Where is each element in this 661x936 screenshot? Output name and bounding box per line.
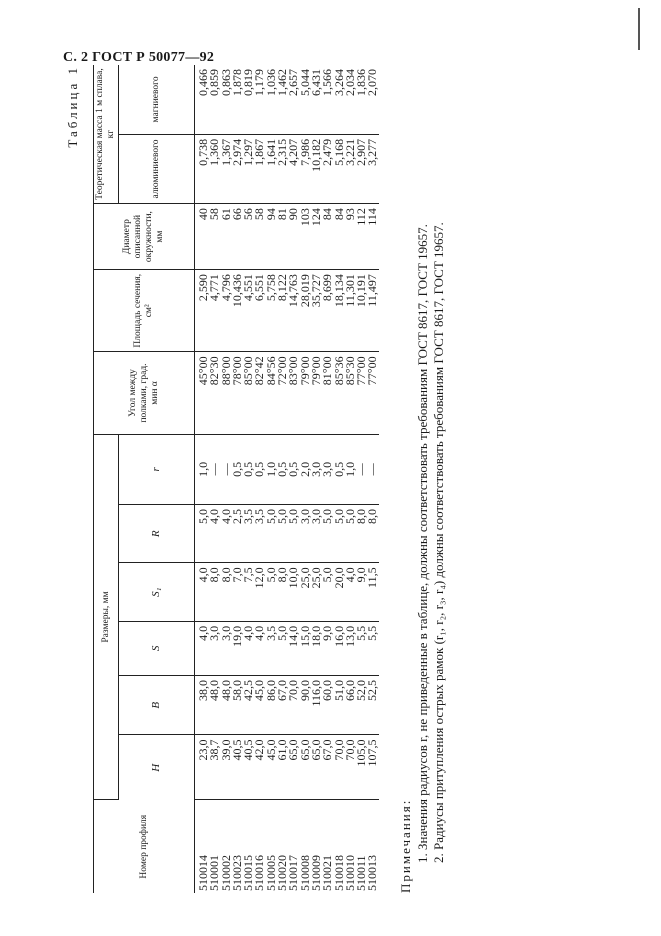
header-magnesium: магниевого [119, 65, 195, 134]
header-diameter: Диаметр описанной окружности, мм [94, 204, 195, 270]
note-item: 1. Значения радиусов r, не приведенные в таблице, должны соответствовать требованиям ГОСТ 8617, ГОСТ 19657. [414, 224, 430, 863]
col-angle: 45°00 82°30 88°00 78°00 85°00 82°42 84°56 72°00 83°00 79°00 79°00 81°00 85°36 85°30 77°00 77°00 [195, 352, 379, 434]
notes [398, 65, 448, 893]
header-sizes-group: Размеры, мм [94, 434, 119, 800]
header-mass-group: Теоретическая масса 1 м сплава, кг [94, 65, 119, 204]
page-edge-mark [638, 8, 640, 50]
col-diameter: 40 58 61 66 56 58 94 81 90 103 124 84 84 93 112 114 [195, 204, 379, 270]
header-r-small: r [119, 434, 195, 504]
profile-table [93, 65, 379, 893]
col-r-small: 1,0 — — 0,5 0,5 0,5 1,0 0,5 0,5 2,0 3,0 3,0 0,5 1,0 — — [195, 434, 379, 504]
header-s: S [119, 621, 195, 675]
rotated-table-sheet [65, 65, 610, 893]
col-profile: 510014 510001 510002 510023 510015 510016 510005 510020 510017 510008 510009 510021 510018 510010 510011 510013 [196, 855, 380, 891]
header-area: Площадь сечения, см² [94, 270, 195, 352]
col-s1: 4,0 8,0 8,0 7,0 7,5 12,0 5,0 8,0 10,0 25,0 25,0 5,0 20,0 4,0 9,0 11,5 [195, 563, 379, 621]
header-h: H [119, 735, 195, 800]
col-s: 4,0 3,0 3,0 19,0 4,0 4,0 3,5 5,0 14,0 15,0 18,0 9,0 16,0 13,0 5,5 5,5 [195, 621, 379, 675]
header-r-big: R [119, 504, 195, 562]
header-profile: Номер профиля [94, 800, 195, 893]
header-angle: Угол между полками, град. мин α [94, 352, 195, 434]
note-item: 2. Радиусы притупления острых рамок (r₁, r₂, r₃, r₄) должны соответствовать требованиям ГОСТ 8617, ГОСТ 19657. [431, 222, 446, 863]
notes-heading: Примечания: [398, 798, 413, 893]
col-h: 23,0 38,7 39,0 40,5 40,5 42,0 45,0 61,0 65,0 65,0 65,0 67,0 70,0 70,0 105,0 107,5 [195, 735, 379, 800]
page-header: С. 2 ГОСТ Р 50077—92 [63, 50, 215, 65]
col-area: 2,590 4,771 4,796 10,436 4,551 6,551 5,758 8,122 14,763 28,019 35,727 8,699 18,134 11,301 10,191 11,497 [195, 270, 379, 352]
header-b: B [119, 675, 195, 735]
table-caption: Таблица 1 [65, 65, 80, 148]
col-magnesium: 0,466 0,859 0,863 1,878 0,819 1,179 1,036 1,462 2,657 5,044 6,431 1,566 3,264 2,034 1,836 2,070 [195, 65, 379, 134]
col-b: 38,0 48,0 48,0 58,0 42,5 45,0 86,0 67,0 70,0 90,0 116,0 60,0 51,0 66,0 52,0 52,5 [195, 675, 379, 735]
header-aluminum: алюминиевого [119, 134, 195, 203]
col-r-big: 5,0 4,0 4,0 2,5 3,5 3,5 5,0 5,0 5,0 3,0 3,0 5,0 5,0 5,0 8,0 8,0 [195, 504, 379, 562]
header-s1: S₁ [119, 563, 195, 621]
col-aluminum: 0,738 1,360 1,367 2,974 1,297 1,867 1,641 2,315 4,207 7,986 10,182 2,479 5,168 3,221 2,907 3,277 [195, 134, 379, 203]
